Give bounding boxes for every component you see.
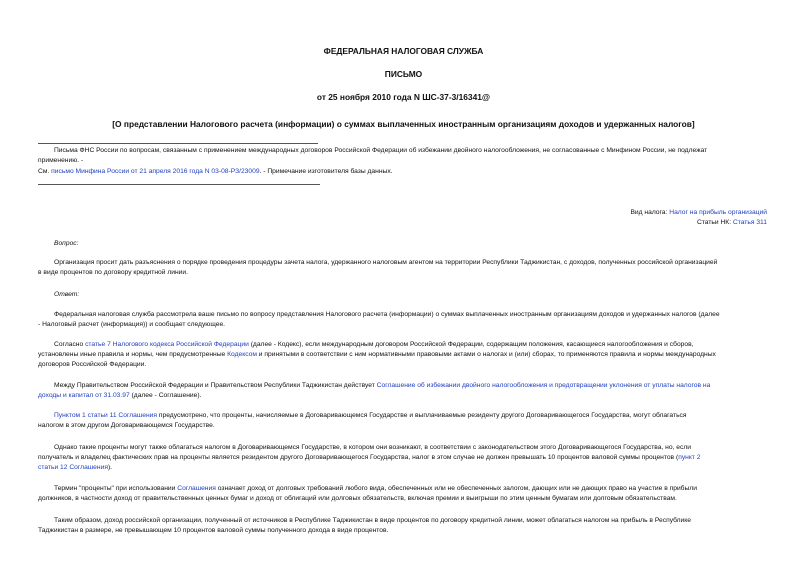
answer-p5-line3: статьи 12 Соглашения).: [38, 464, 113, 471]
question-label: Вопрос:: [54, 240, 79, 247]
answer-p1-line2: - Налоговый расчет (информация)) и сообщает следующее.: [38, 321, 226, 328]
question-text-2: в виде процентов по договору кредитной линии.: [38, 269, 188, 276]
minfin-letter-link[interactable]: письмо Минфина России от 21 апреля 2016 года N 03-08-РЗ/23009: [51, 168, 260, 175]
article-311-link[interactable]: Статья 311: [732, 219, 767, 226]
agreement-link-part1[interactable]: Соглашение об избежании двойного налогообложения и предотвращении уклонения от уплаты налогов на: [376, 382, 711, 389]
answer-p1-line1: Федеральная налоговая служба рассмотрела ваше письмо по вопросу представления Налогового расчета (информации) о суммах выплаченных иностранным организациям доходов и удержанных налогов (далее: [54, 311, 720, 318]
answer-p5-line1: Однако такие проценты могут также облагаться налогом в Договаривающемся Государстве, в котором они возникают, в соответствии с законодательством этого Договаривающегося Государства, но, если: [54, 444, 692, 451]
agency-title: ФЕДЕРАЛЬНАЯ НАЛОГОВАЯ СЛУЖБА: [323, 46, 484, 56]
agreement-article-11-link[interactable]: Пунктом 1 статьи 11 Соглашения: [54, 412, 158, 419]
answer-p3-line2: доходы и капитал от 31.03.97 (далее - Соглашение).: [38, 392, 202, 399]
doc-subject: [О представлении Налогового расчета (информации) о суммах выплаченных иностранным организациям доходов и удержанных налогов]: [112, 119, 695, 129]
answer-p2-line3: договоров Российской Федерации.: [38, 361, 147, 368]
agreement-article-12-link-part1[interactable]: пункт 2: [678, 454, 701, 461]
answer-p6-line1: Термин "проценты" при использовании Соглашения означает доход от долговых требований любого вида, обеспеченных или не обеспеченных залогом, дающих или не дающих право на участие в прибыли: [54, 485, 697, 492]
answer-p7-line1: Таким образом, доход российской организации, полученный от источников в Республике Таджикистан в виде процентов по договору кредитной линии, может облагаться налогом на прибыль в Республике: [54, 517, 691, 524]
articles-line: Статьи НК: Статья 311: [696, 219, 767, 226]
tax-code-article-7-link[interactable]: статье 7 Налогового кодекса Российской Федерации: [85, 341, 249, 348]
note-top-rule: [38, 143, 318, 144]
note-see-line: См. письмо Минфина России от 21 апреля 2016 года N 03-08-РЗ/23009. - Примечание изготовителя базы данных.: [38, 168, 393, 175]
answer-p2-line2: установлены иные правила и нормы, чем предусмотренные Кодексом и принятыми в соответствии с ним нормативными правовыми актами о налогах и (или) сборах, то применяются правила и нормы международных: [38, 351, 716, 358]
answer-p6-line2: должников, в частности доход от правительственных ценных бумаг и доход от облигаций или долговых обязательств, включая премии и выигрыши по этим ценным бумагам или долговым обязательствам.: [38, 495, 677, 502]
answer-p7-line2: Таджикистан в размере, не превышающем 10 процентов валовой суммы полученного дохода в виде процентов.: [38, 527, 389, 534]
note-bottom-rule: [38, 184, 320, 185]
answer-label: Ответ:: [54, 291, 80, 298]
agreement-link-part2[interactable]: доходы и капитал от 31.03.97: [38, 392, 130, 399]
tax-code-link[interactable]: Кодексом: [227, 351, 257, 358]
question-text-1: Организация просит дать разъяснения о порядке проведения процедуры зачета налога, удержанного налоговым агентом на территории Республики Таджикистан, с доходов, полученных российской организацией: [54, 259, 718, 266]
answer-p4-line2: налогом в этом другом Договаривающемся Государстве.: [38, 422, 215, 429]
tax-type-line: Вид налога: Налог на прибыль организаций: [630, 209, 767, 216]
answer-p2-line1: Согласно статье 7 Налогового кодекса Российской Федерации (далее - Кодекс), если международным договором Российской Федерации, содержащим положения, касающиеся налогообложения и сборов,: [54, 341, 694, 348]
answer-p3-line1: Между Правительством Российской Федерации и Правительством Республики Таджикистан действует Соглашение об избежании двойного налогообложения и предотвращении уклонения от уплаты налогов на: [54, 382, 711, 389]
doc-type: ПИСЬМО: [384, 69, 423, 79]
note-line-2: применению. -: [38, 157, 84, 164]
tax-type-link[interactable]: Налог на прибыль организаций: [669, 209, 767, 216]
note-line-1: Письма ФНС России по вопросам, связанным с применением международных договоров Российской Федерации об избежании двойного налогообложения, не согласованные с Минфином России, не подлежат: [54, 147, 708, 154]
answer-p4-line1: Пунктом 1 статьи 11 Соглашения предусмотрено, что проценты, начисляемые в Договаривающемся Государстве и выплачиваемые резиденту другого Договаривающегося Государства, могут облагаться: [54, 412, 687, 419]
doc-date-number: от 25 ноября 2010 года N ШС-37-3/16341@: [316, 92, 491, 102]
answer-p5-line2: получатель и владелец фактических прав на проценты является резидентом другого Договаривающегося Государства, налог в этом случае не должен превышать 10 процентов валовой суммы процентов (пункт 2: [38, 454, 701, 461]
agreement-article-12-link-part2[interactable]: статьи 12 Соглашения: [38, 464, 108, 471]
agreement-link[interactable]: Соглашения: [177, 485, 216, 492]
